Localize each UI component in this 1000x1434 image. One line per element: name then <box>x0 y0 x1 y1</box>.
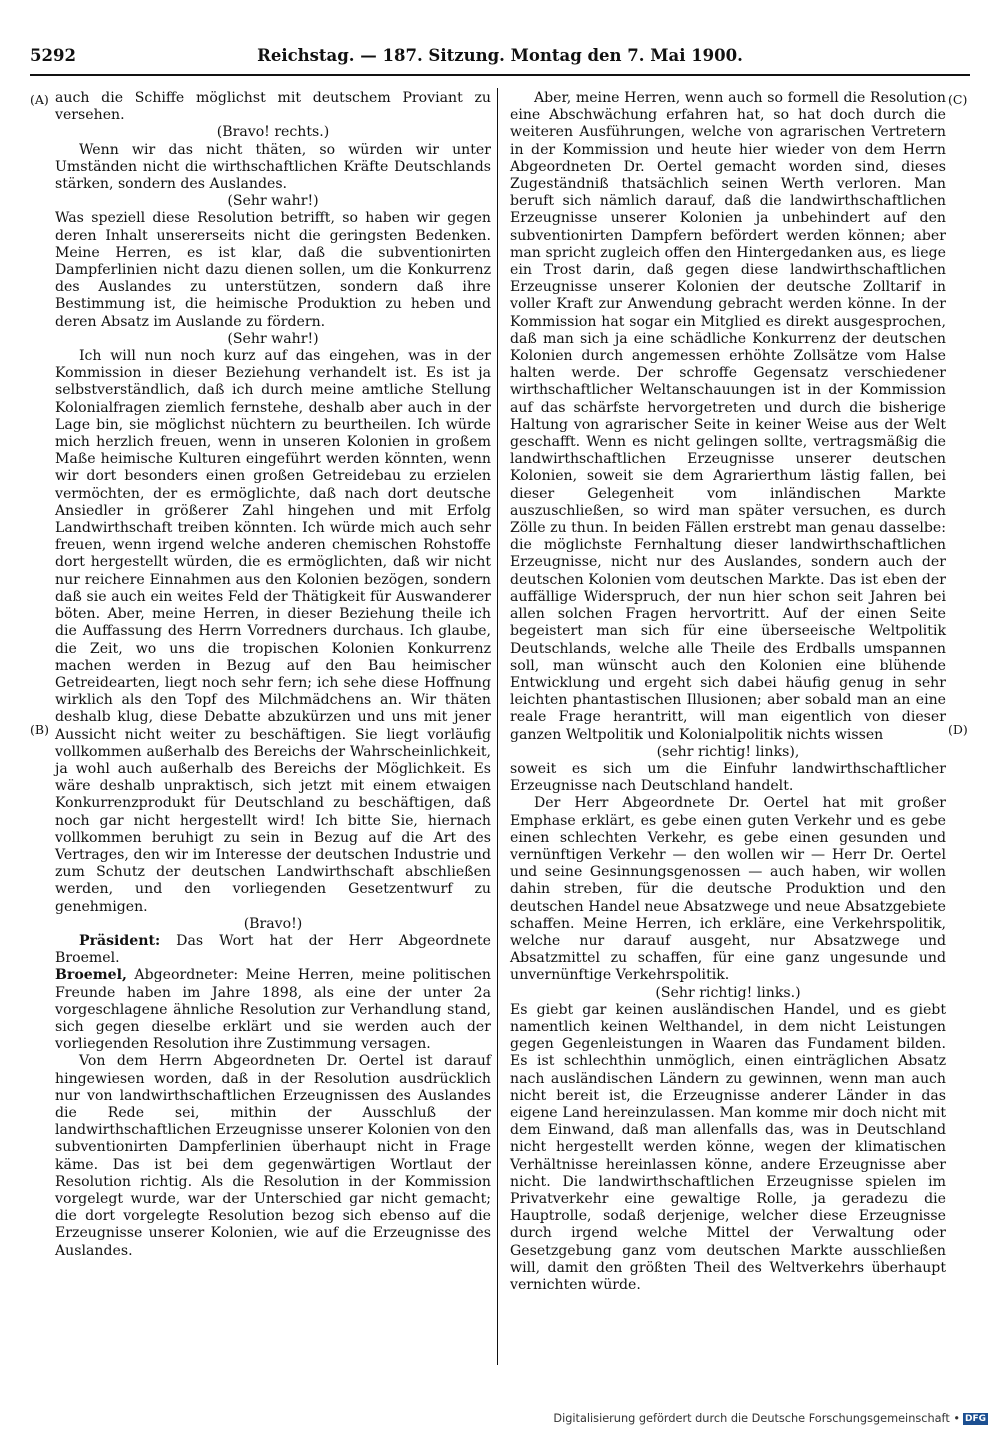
paragraph-text: Ich will nun noch kurz auf das eingehen, was in der Kommission in dieser Beziehung verhandelt ist. Es ist ja selbstverständlich, daß ich durch meine amtliche Stellung Kolonialfragen ziemlich fernstehe, deshalb aber auch in der Lage bin, sie möglichst nüchtern zu beurtheilen. Ich würde mich herzlich freuen, wenn in unseren Kolonien in großem Maße heimische Kulturen eingeführt werden könnten, wenn wir dort besonders einen großen Getreidebau zu erzielen vermöchten, der es ermöglichte, daß nach dort deutsche Ansiedler in größerer Zahl hingehen und mit Erfolg Landwirthschaft treiben könnten. Ich würde mich auch sehr freuen, wenn irgend welche anderen chemischen Rohstoffe dort hergestellt würden, die es ermöglichten, daß wir nicht nur reichere Einnahmen aus den Kolonien bezögen, sondern daß sie auch ein weites Feld der Thätigkeit für Auswanderer böten. Aber, meine Herren, in dieser Beziehung theile ich die Auffassung des Herrn Vorredners durchaus. Ich glaube, die Zeit, wo uns die tropischen Kolonien Konkurrenz machen werden in Bezug auf den Bau heimischer Getreidearten, liegt noch sehr fern; ich sehe diese Hoffnung wirklich als den Topf des Milchmädchens an. Wir thäten deshalb klug, diese Debatte abzukürzen und uns mit jener Aussicht nicht weiter zu beschäftigen. Sie liegt vorläufig vollkommen außerhalb des Bereichs der Wahrscheinlichkeit, ja wohl auch außerhalb des Bereichs der Möglichkeit. Es wäre deshalb unpraktisch, sich jetzt mit einem etwaigen Konkurrenzprodukt für Deutschland zu beschäftigen, daß noch gar nicht hergestellt wird! Ich bitte Sie, hiernach vollkommen beruhigt zu sein in Bezug auf die Art des Vertrages, den wir im Interesse der deutschen Industrie und zum Schutz der deutschen Landwirthschaft abschließen werden, und den vorliegenden Gesetzentwurf zu genehmigen. <box>55 348 491 915</box>
paragraph-text: (Sehr richtig! links.) <box>655 984 801 1001</box>
paragraph <box>55 142 491 194</box>
paragraph-text: Es giebt gar keinen ausländischen Handel, und es giebt namentlich keinen Welthandel, in dem nicht Leistungen gegen Gegenleistungen in Waaren das Fundament bilden. Es ist schlechthin unmöglich, einen einträglichen Absatz nach ausländischen Ländern zu gewinnen, wenn man auch nicht bereit ist, die Erzeugnisse anderer Länder in das eigene Land hereinzulassen. Man komme mir doch nicht mit dem Einwand, daß man allenfalls das, was in Deutschland nicht hergestellt werden könne, wegen der klimatischen Verhältnisse hereinlassen könne, andere Erzeugnisse aber nicht. Die landwirthschaftlichen Erzeugnisse spielen im Privatverkehr eine gewaltige Rolle, ja geradezu die Hauptrolle, sodaß derjenige, welcher diese Erzeugnisse durch irgend welche Mittel der Verwaltung oder Gesetzgebung ganz vom deutschen Markte ausschließen will, damit den größten Theil des Weltverkehrs überhaupt vernichten würde. <box>510 1001 946 1294</box>
paragraph <box>55 90 491 124</box>
paragraph-text: (Sehr wahr!) <box>227 330 319 347</box>
speaker-name: Präsident: <box>78 932 161 949</box>
paragraph <box>510 1002 946 1294</box>
paragraph-text: Wenn wir das nicht thäten, so würden wir unter Umständen nicht die wirthschaftlichen Kräfte Deutschlands stärken, sondern des Auslandes. <box>55 141 491 193</box>
dfg-logo: DFG <box>965 1414 987 1424</box>
right-column <box>510 90 946 1294</box>
paragraph-text: Der Herr Abgeordnete Dr. Oertel hat mit großer Emphase erklärt, es gebe einen guten Verkehr und es gebe einen schlechten Verkehr, es gebe einen gesunden und vernünftigen Verkehr — den wollen wir — Herr Dr. Oertel und seine Gesinnungsgenossen — auch haben, wir wollen dahin streben, für die deutsche Produktion und den deutschen Handel neue Absatzwege und neue Absatzgebiete schaffen. Meine Herren, ich erkläre, eine Verkehrspolitik, welche nur darauf ausgeht, nur Absatzwege und Absatzmittel zu schaffen, für eine ganz ungesunde und unvernünftige Verkehrspolitik. <box>510 795 946 984</box>
speaker-name: Broemel, <box>55 967 127 984</box>
left-column <box>55 90 491 1260</box>
paragraph-text: soweit es sich um die Einfuhr landwirthschaftlicher Erzeugnisse nach Deutschland handelt. <box>510 760 946 795</box>
page-title: Reichstag. — 187. Sitzung. Montag den 7. Mai 1900. <box>257 46 743 65</box>
paragraph <box>55 967 491 1053</box>
running-header <box>30 46 970 74</box>
paragraph-text: Abgeordneter: Meine Herren, meine politischen Freunde haben im Jahre 1898, als eine der unter 2a vorgeschlagene ähnliche Resolution zur Verhandlung stand, sich gegen dieselbe erklärt und sie werden auch der vorliegenden Resolution ihre Zustimmung versagen. <box>55 967 491 1053</box>
header-rule <box>30 74 970 76</box>
page-number: 5292 <box>30 46 76 65</box>
paragraph <box>510 90 946 744</box>
interjection <box>510 985 946 1002</box>
margin-marker-d: (D) <box>948 722 968 737</box>
paragraph <box>55 210 491 330</box>
paragraph-text: Von dem Herrn Abgeordneten Dr. Oertel ist darauf hingewiesen worden, daß in der Resolution ausdrücklich nur von landwirthschaftlichen Erzeugnissen des Auslandes die Rede sei, mithin der Ausschluß der landwirthschaftlichen Erzeugnisse unserer Kolonien von den subventionirten Dampferlinien überhaupt nicht in Frage käme. Das ist bei dem gegenwärtigen Wortlaut der Resolution richtig. Als die Resolution in der Kommission vorgelegt wurde, war der Unterschied gar nicht gemacht; die dort vorgelegte Resolution bezog sich ebenso auf die Erzeugnisse unserer Kolonien, wie auf die Erzeugnisse des Auslandes. <box>55 1053 491 1259</box>
paragraph <box>55 933 491 967</box>
paragraph-text: Aber, meine Herren, wenn auch so formell die Resolution eine Abschwächung erfahren hat, so hat doch durch die weiteren Ausführungen, welche von agrarischen Vertretern in der Kommission und heute hier wieder von dem Herrn Abgeordneten Dr. Oertel gemacht worden sind, dieses Zugeständniß thatsächlich seinen Werth verloren. Man beruft sich nämlich darauf, daß die landwirthschaftlichen Erzeugnisse unserer Kolonien ja unbehindert auf den subventionirten Dampfern befördert werden können; aber man spricht zugleich offen den Hintergedanken aus, es liege ein Trost darin, daß gegen diese landwirthschaftlichen Erzeugnisse unserer Kolonien der deutsche Zolltarif in voller Kraft zur Anwendung gebracht werden könne. In der Kommission hat sogar ein Mitglied es direkt ausgesprochen, daß man sich ja eine schädliche Konkurrenz der deutschen Kolonien durch angemessen erhöhte Zollsätze vom Halse halten werde. Der schroffe Gegensatz verschiedener wirthschaftlicher Weltanschauungen ist in der Kommission auf das schärfste hervorgetreten und durch die bisherige Haltung von agrarischer Seite in keiner Weise aus der Welt geschafft. Wenn es nicht gelingen sollte, vertragsmäßig die landwirthschaftlichen Erzeugnisse unserer deutschen Kolonien, soweit sie dem Agrarierthum lästig fallen, bei dieser Gelegenheit vom inländischen Markte auszuschließen, so wird man später versuchen, es durch Zölle zu thun. In beiden Fällen erstrebt man genau dasselbe: die möglichste Fernhaltung dieser landwirthschaftlichen Erzeugnisse, nicht nur des Auslandes, sondern auch der deutschen Kolonien vom deutschen Markte. Das ist eben der auffällige Widerspruch, der nun hier schon seit Jahren bei allen solchen Fragen hervortritt. Auf der einen Seite begeistert man sich für eine überseeische Weltpolitik Deutschlands, welche alle Theile des Erdballs umspannen soll, man wünscht auch den Kolonien eine blühende Entwicklung und ergeht sich dabei häufig genug in sehr leichten phantastischen Illusionen; aber sobald man an eine reale Frage herantritt, will man eigentlich von dieser ganzen Weltpolitik und Kolonialpolitik nichts wissen <box>510 90 946 743</box>
paragraph-text: Was speziell diese Resolution betrifft, so haben wir gegen deren Inhalt unsererseits nicht die geringsten Bedenken. Meine Herren, es ist klar, daß die subventionirten Dampferlinien nicht dazu dienen sollen, um die Konkurrenz des Auslandes zu unterstützen, sondern daß ihre Bestimmung ist, die heimische Produktion zu heben und deren Absatz im Auslande zu fördern. <box>55 210 491 330</box>
margin-marker-a: (A) <box>30 92 49 107</box>
interjection <box>510 744 946 761</box>
digitization-credit: Digitalisierung gefördert durch die Deutsche Forschungsgemeinschaft • <box>553 1412 960 1425</box>
interjection <box>55 331 491 348</box>
paragraph <box>55 1053 491 1259</box>
column-divider <box>497 88 498 1365</box>
paragraph-text: Das Wort hat der Herr Abgeordnete Broemel. <box>55 932 491 967</box>
interjection <box>55 124 491 141</box>
interjection <box>55 916 491 933</box>
paragraph-text: (Bravo! rechts.) <box>216 124 330 141</box>
paragraph-text: (Sehr wahr!) <box>227 193 319 210</box>
paragraph-text: (Bravo!) <box>243 915 303 932</box>
margin-marker-b: (B) <box>30 722 49 737</box>
margin-marker-c: (C) <box>948 92 968 107</box>
interjection <box>55 193 491 210</box>
paragraph <box>510 761 946 795</box>
paragraph <box>55 348 491 916</box>
paragraph <box>510 795 946 984</box>
paragraph-text: auch die Schiffe möglichst mit deutschem Proviant zu versehen. <box>55 90 491 124</box>
paragraph-text: (sehr richtig! links), <box>656 743 800 760</box>
